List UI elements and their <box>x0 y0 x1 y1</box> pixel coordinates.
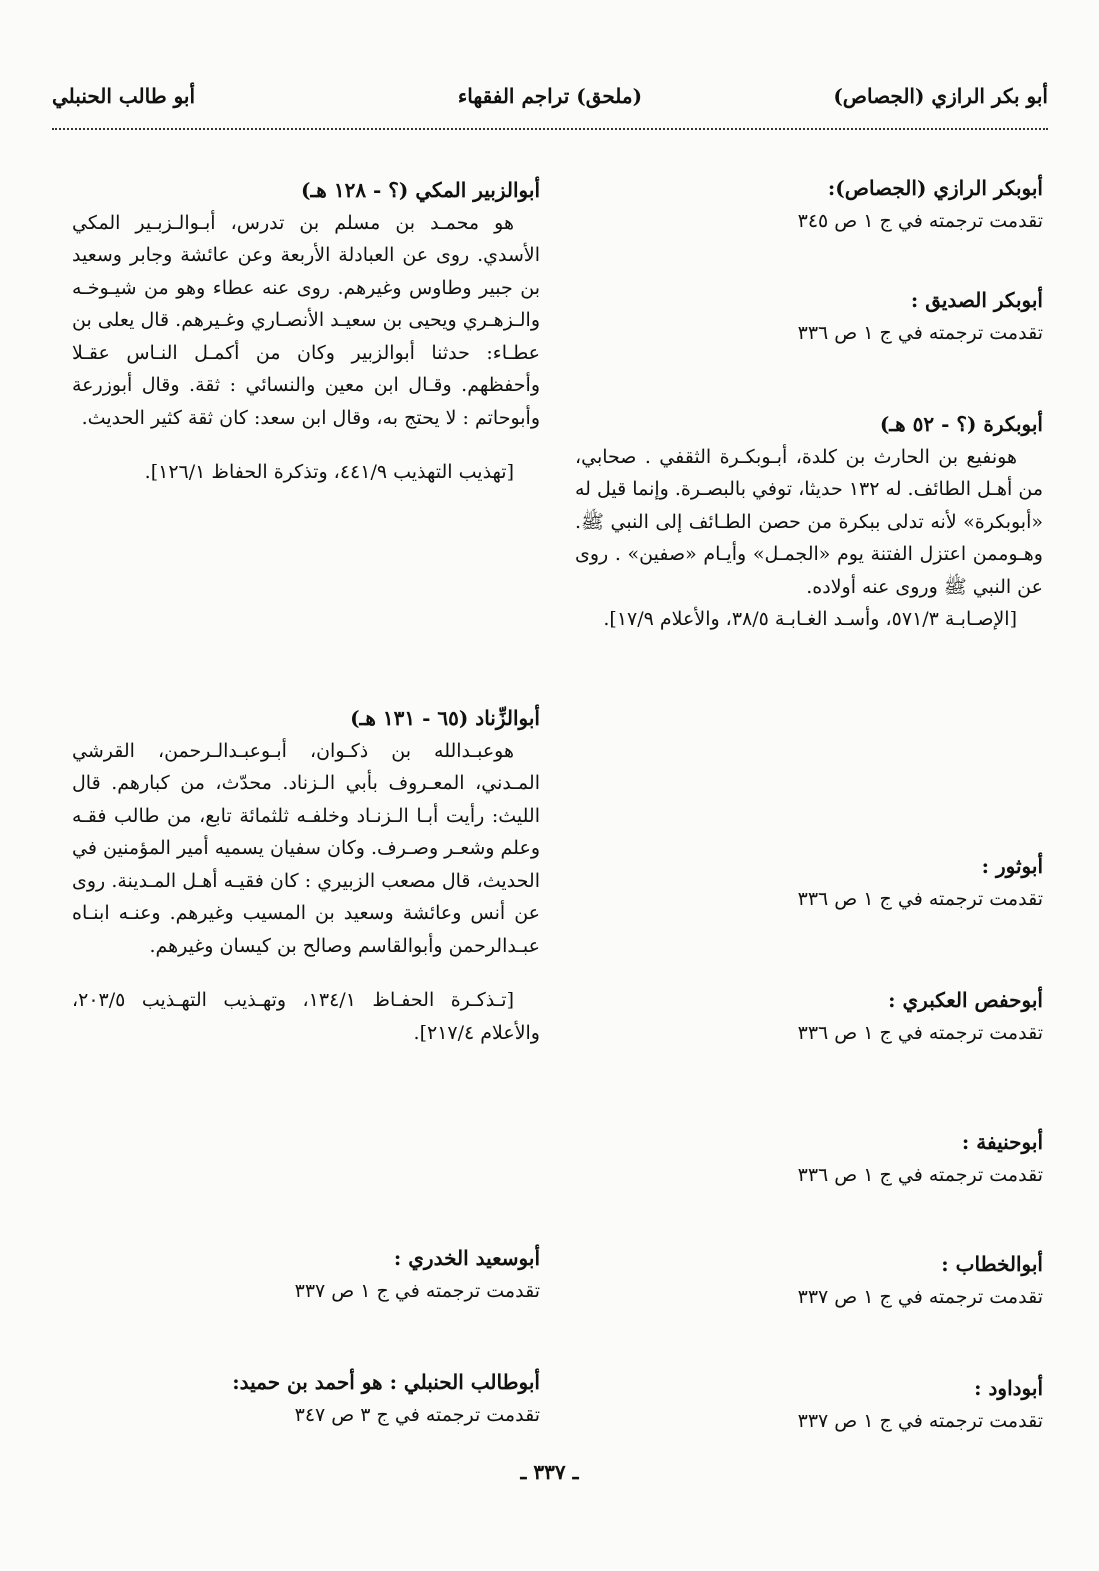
entry-body: هونفيع بن الحارث بن كلدة، أبـوبكـرة الثقفي . صحابي، من أهـل الطائف. له ١٣٢ حديثا، توفي بالبصـرة. وإنما قيل له «أبوبكرة» لأنه تدلى ببكرة من حصن الطـائف إلى النبي ﷺ. وهـوممن اعتزل الفتنة يوم «الجمـل» وأيـام «صفين» . روى عن النبي ﷺ وروى عنه أولاده. <box>575 445 1043 598</box>
entry-title: أبوبكر الرازي (الجصاص): <box>827 176 1043 200</box>
entry-title: أبوبكرة (؟ - ٥٢ هـ) <box>879 412 1043 436</box>
entry-reference: [الإصـابـة ٥٧١/٣، وأسـد الغـابـة ٣٨/٥، والأعلام ١٧/٩]. <box>603 608 1017 630</box>
entry-abuthawr <box>575 850 1043 915</box>
entry-title: أبوالزبير المكي (؟ - ١٢٨ هـ) <box>300 178 540 202</box>
page-number: ـ ٣٣٧ ـ <box>520 1460 579 1484</box>
entry-abulkhattab <box>575 1248 1043 1313</box>
entry-line: تقدمت ترجمته في ج ١ ص ٣٣٦ <box>797 1021 1043 1044</box>
entry-abutalib-hanbali <box>72 1366 540 1431</box>
entry-title: أبوحنيفة : <box>961 1130 1043 1154</box>
entry-title: أبوداود : <box>974 1376 1043 1400</box>
entry-abuhanifa <box>575 1126 1043 1191</box>
entry-title: أبوسعيد الخدري : <box>393 1246 540 1270</box>
entry-reference: [تـذكـرة الحفـاظ ١٣٤/١، وتهـذيب التهـذيب ٢٠٣/٥، والأعلام ٢١٧/٤]. <box>72 989 540 1044</box>
entry-abudawud <box>575 1372 1043 1437</box>
entry-abubakra <box>575 408 1043 636</box>
entry-title: أبوثور : <box>981 854 1043 878</box>
entry-abusaid-khudri <box>72 1242 540 1307</box>
entry-title: أبوحفص العكبري : <box>888 988 1043 1012</box>
entry-body: هوعبـدالله بن ذكـوان، أبـوعبـدالـرحمن، القرشي المـدني، المعـروف بأبي الـزناد. محدّث، من كبارهم. قال الليث: رأيت أبـا الـزنـاد وخلفـه ثلثمائة تابع، من طالب فقـه وعلم وشعـر وصـرف. وكان سفيان يسميه أمير المؤمنين في الحديث، قال مصعب الزبيري : كان فقيـه أهـل المـدينة. روى عن أنس وعائشة وسعيد بن المسيب وغيرهم. وعنـه ابنـاه عبـدالرحمن وأبوالقاسم وصالح بن كيسان وغيرهم. <box>72 739 540 957</box>
entry-line: تقدمت ترجمته في ج ١ ص ٣٣٦ <box>797 1163 1043 1186</box>
header-left-title: أبو طالب الحنبلي <box>52 84 196 108</box>
entry-line: تقدمت ترجمته في ج ١ ص ٣٣٧ <box>797 1285 1043 1308</box>
header-right-title: أبو بكر الرازي (الجصاص) <box>833 84 1048 108</box>
entry-line: تقدمت ترجمته في ج ١ ص ٣٣٧ <box>294 1279 540 1302</box>
entry-line: تقدمت ترجمته في ج ١ ص ٣٣٦ <box>797 887 1043 910</box>
entry-title: أبوطالب الحنبلي : هو أحمد بن حميد: <box>232 1370 540 1394</box>
entry-line: تقدمت ترجمته في ج ١ ص ٣٣٧ <box>797 1409 1043 1432</box>
entry-reference: [تهذيب التهذيب ٤٤١/٩، وتذكرة الحفاظ ١٢٦/١]. <box>144 461 514 483</box>
running-header <box>52 78 1048 118</box>
entry-line: تقدمت ترجمته في ج ١ ص ٣٣٦ <box>797 321 1043 344</box>
entry-title: أبوبكر الصديق : <box>910 288 1043 312</box>
entry-abubakr-siddiq <box>575 284 1043 349</box>
entry-title: أبوالخطاب : <box>941 1252 1043 1276</box>
entry-line: تقدمت ترجمته في ج ١ ص ٣٤٥ <box>797 209 1043 232</box>
entry-abubakr-razi <box>575 172 1043 237</box>
entry-abuzzinad <box>72 702 540 1049</box>
entry-body: هو محمـد بن مسلم بن تدرس، أبـوالـزبـير المكي الأسدي. روى عن العبادلة الأربعة وعن عائشة وجابر وسعيد بن جبير وطاوس وغيرهم. روى عنه عطاء وهو من شيـوخـه والـزهـري ويحيى بن سعيـد الأنصـاري وغـيرهم. قال يعلى بن عطـاء: حدثنا أبوالزبير وكان من أكمـل النـاس عقـلا وأحفظهم. وقـال ابن معين والنسائي : ثقة. وقال أبوزرعة وأبوحاتم : لا يحتج به، وقال ابن سعد: كان ثقة كثير الحديث. <box>72 211 540 429</box>
entry-abuhafs <box>575 984 1043 1049</box>
header-center-title: (ملحق) تراجم الفقهاء <box>457 84 643 108</box>
header-dotted-rule <box>52 128 1048 130</box>
entry-title: أبوالزِّناد (٦٥ - ١٣١ هـ) <box>350 706 540 730</box>
entry-abuzzubair <box>72 174 540 489</box>
entry-line: تقدمت ترجمته في ج ٣ ص ٣٤٧ <box>294 1403 540 1426</box>
